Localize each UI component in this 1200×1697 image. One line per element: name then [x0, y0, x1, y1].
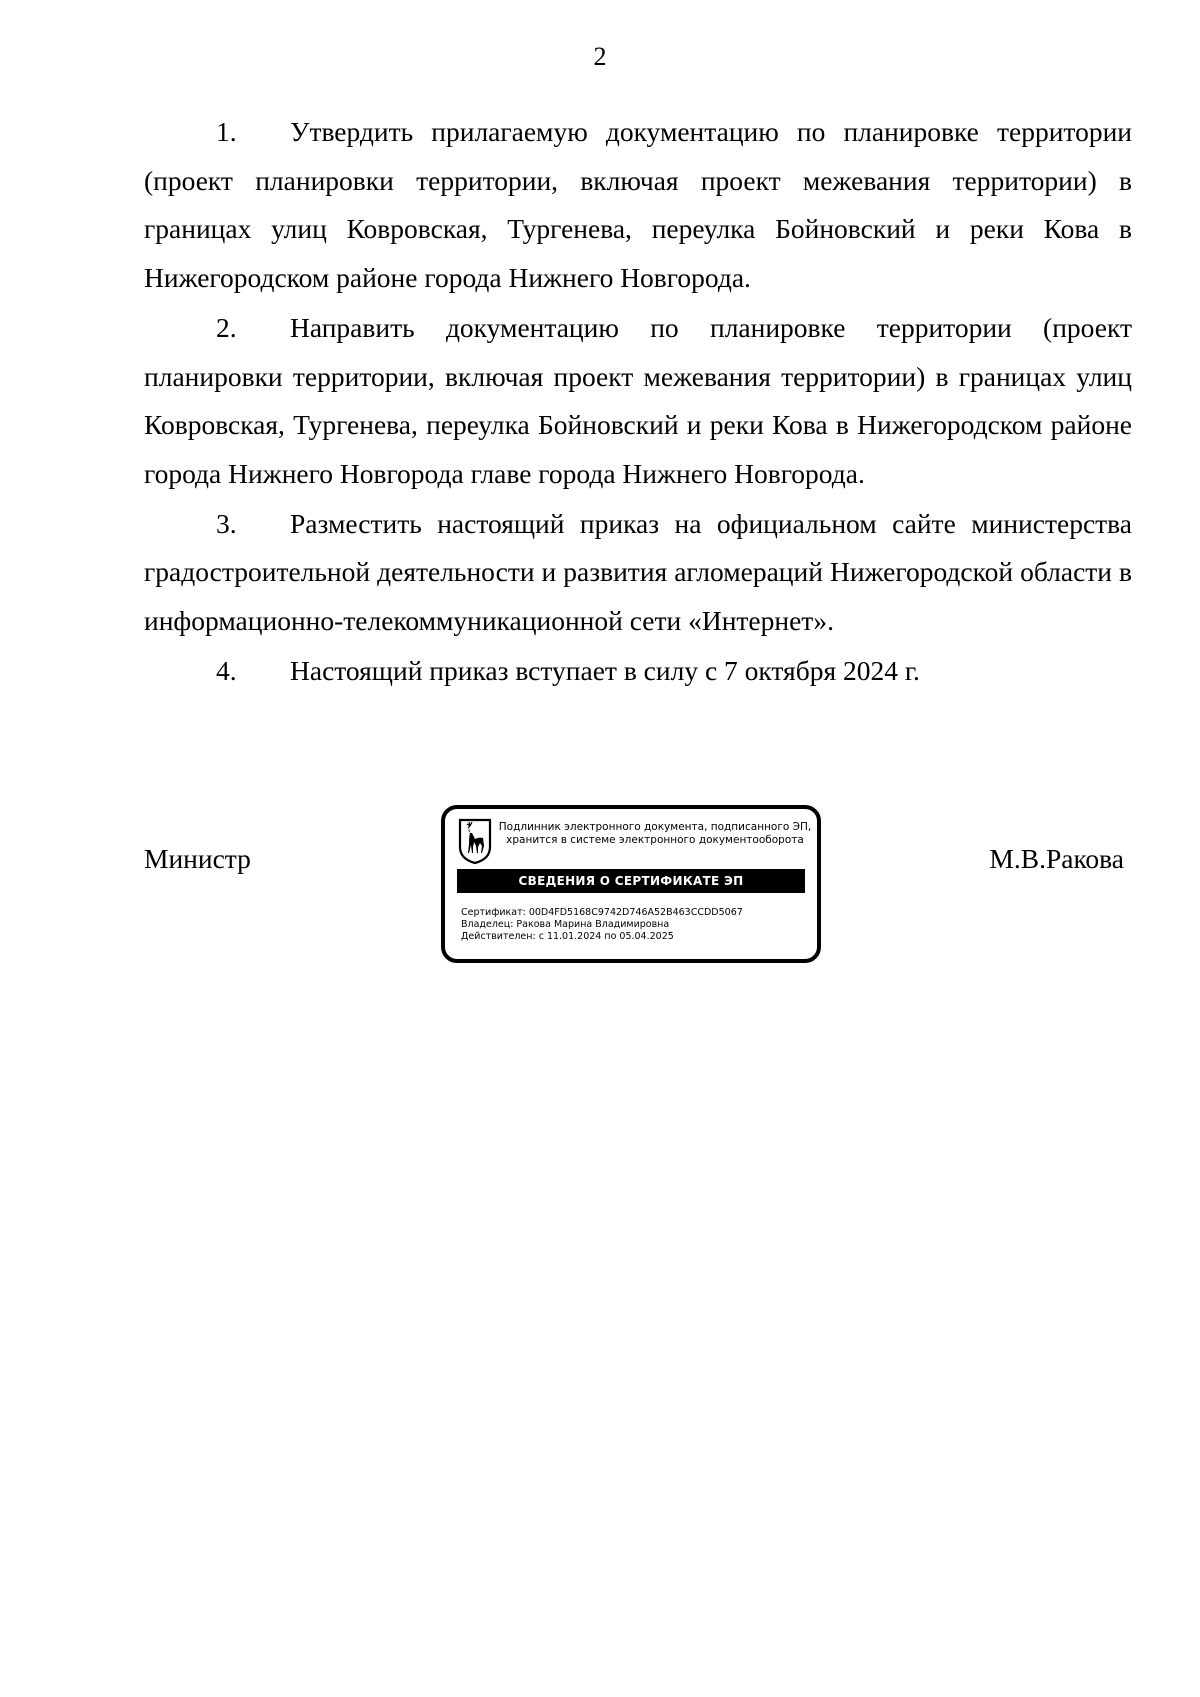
signature-block: [144, 805, 1124, 975]
stamp-header: [495, 821, 815, 847]
item-number: 3.: [216, 507, 237, 539]
certificate-details: [461, 907, 811, 943]
certificate-number: Сертификат: 00D4FD5168C9742D746A52B463CCDD5067: [461, 907, 743, 918]
order-item-1: [144, 108, 1132, 303]
stamp-header-line-1: Подлинник электронного документа, подписанного ЭП,: [498, 821, 812, 833]
certificate-info-bar: СВЕДЕНИЯ О СЕРТИФИКАТЕ ЭП: [457, 869, 805, 893]
item-text: Разместить настоящий приказ на официальном сайте министерства градостроительной деятельности и развития агломераций Нижегородской области в информационно-телекоммуникационной сети «Интернет».: [144, 507, 1132, 637]
order-item-4: [144, 647, 1132, 696]
certificate-validity: Действителен: с 11.01.2024 по 05.04.2025: [461, 931, 674, 942]
page-number: 2: [593, 42, 607, 71]
item-number: 4.: [216, 654, 237, 686]
certificate-owner: Владелец: Ракова Марина Владимировна: [461, 919, 670, 930]
order-item-3: [144, 500, 1132, 646]
item-text: Утвердить прилагаемую документацию по планировке территории (проект планировки территории, включая проект межевания территории) в границах улиц Ковровская, Тургенева, переулка Бойновский и реки Кова в Нижегородском районе города Нижнего Новгорода.: [144, 116, 1132, 294]
item-text: Настоящий приказ вступает в силу с 7 октября 2024 г.: [290, 654, 920, 686]
order-body: [144, 108, 1132, 696]
electronic-signature-stamp: [441, 805, 821, 963]
deer-emblem-icon: [457, 817, 493, 865]
signer-name: М.В.Ракова: [989, 843, 1124, 874]
item-text: Направить документацию по планировке территории (проект планировки территории, включая проект межевания территории) в границах улиц Ковровская, Тургенева, переулка Бойновский и реки Кова в Нижегородском районе города Нижнего Новгорода главе города Нижнего Новгорода.: [144, 311, 1132, 489]
stamp-header-line-2: хранится в системе электронного документооборота: [506, 834, 804, 846]
item-number: 1.: [216, 116, 237, 147]
item-number: 2.: [216, 311, 237, 343]
signer-title: Министр: [144, 843, 251, 874]
order-item-2: [144, 304, 1132, 499]
